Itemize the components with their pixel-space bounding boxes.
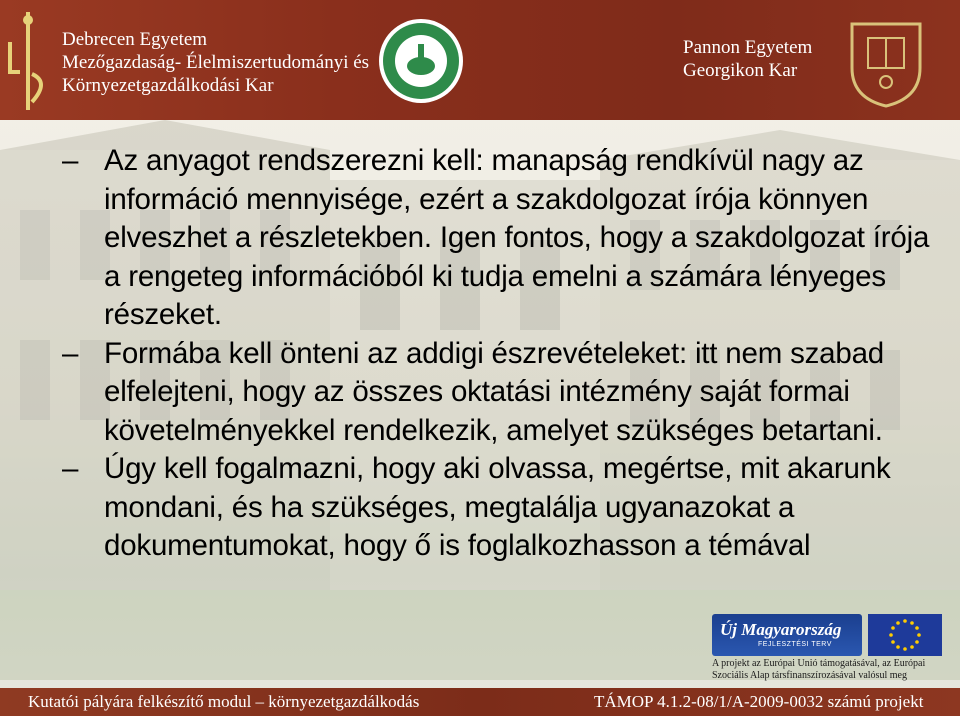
bullet-list [62, 142, 947, 566]
bullet-dash: – [62, 144, 79, 177]
bullet-dash: – [62, 452, 79, 485]
funding-caption-line: A projekt az Európai Unió támogatásával, az Európai [712, 658, 926, 669]
bullet-item [62, 335, 947, 451]
uj-magyarorszag-title: Új Magyarország [720, 620, 842, 639]
ld-monogram-logo [6, 12, 52, 110]
university-seal-logo [378, 18, 464, 104]
bullet-dash: – [62, 336, 79, 370]
bullet-text: Az anyagot rendszerezni kell: manapság rendkívül nagy az információ mennyisége, ezért a szakdolgozat írója könnyen elveszhet a részletekben. Igen fontos, hogy a szakdolgozat írója a rengeteg információból ki tudja emelni a számára lényeges részeket. [104, 144, 930, 331]
slide-footer [0, 688, 960, 716]
bullet-item [62, 142, 947, 335]
university-title [683, 36, 812, 82]
uj-magyarorszag-logo [712, 614, 862, 656]
bullet-item [62, 450, 947, 566]
bullet-text: Úgy kell fogalmazni, hogy aki olvassa, megértse, mit akarunk mondani, és ha szükséges, megtalálja ugyanazokat a dokumentumokat, hogy ő is foglalkozhasson a témával [104, 452, 891, 562]
bullet-text: Formába kell önteni az addigi észrevételeket: itt nem szabad elfelejteni, hogy az összes oktatási intézmény saját formai követelményekkel rendelkezik, amelyet szükséges betartani. [104, 336, 885, 447]
faculty-title-line: Mezőgazdaság- Élelmiszertudományi és [62, 52, 370, 73]
module-name: Kutatói pályára felkészítő modul – környezetgazdálkodás [28, 692, 420, 711]
pannon-crest-logo [842, 18, 930, 108]
faculty-title-line: Debrecen Egyetem [62, 29, 208, 50]
funding-logos [712, 612, 944, 688]
university-title-line: Georgikon Kar [683, 60, 798, 81]
faculty-title-line: Környezetgazdálkodási Kar [62, 75, 274, 96]
uj-magyarorszag-subtitle: FEJLESZTÉSI TERV [758, 641, 832, 648]
faculty-title [62, 28, 369, 97]
funding-caption-line: Szociális Alap társfinanszírozásával valósul meg [712, 670, 907, 681]
slide-header [0, 0, 960, 120]
funding-caption [712, 658, 944, 682]
eu-flag-icon [868, 614, 942, 656]
project-id: TÁMOP 4.1.2-08/1/A-2009-0032 számú projekt [594, 692, 924, 711]
university-title-line: Pannon Egyetem [683, 37, 813, 58]
